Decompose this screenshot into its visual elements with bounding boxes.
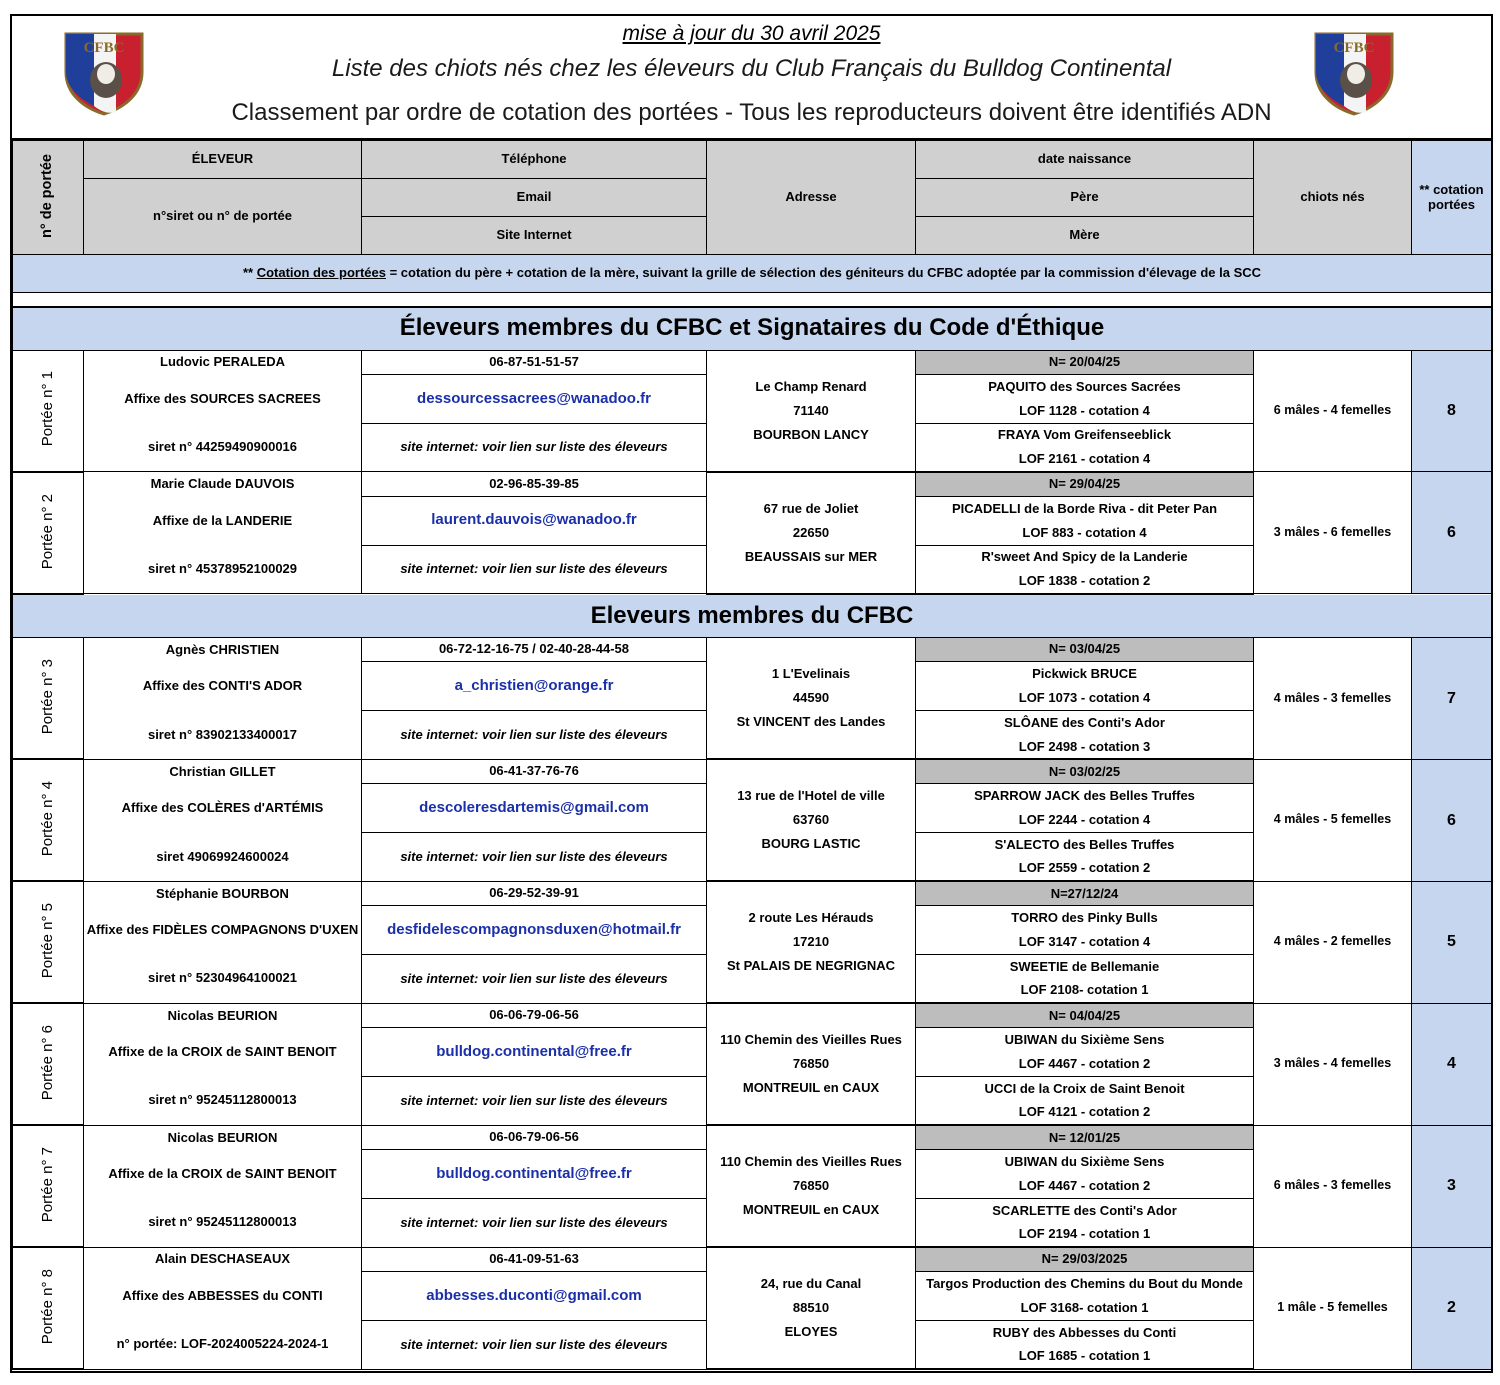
birth-date: N= 04/04/25 bbox=[916, 1003, 1254, 1027]
birth-date: N= 29/03/2025 bbox=[916, 1247, 1254, 1271]
mother-name: SLÔANE des Conti's Ador bbox=[916, 711, 1254, 735]
update-date: mise à jour du 30 avril 2025 bbox=[622, 22, 881, 45]
breeder-name: Nicolas BEURION bbox=[84, 1125, 362, 1149]
litter-rating: 5 bbox=[1412, 881, 1492, 1003]
address-line: St PALAIS DE NEGRIGNAC bbox=[726, 958, 896, 974]
address-line: BOURG LASTIC bbox=[761, 836, 861, 852]
breeder-phone[interactable]: 02-96-85-39-85 bbox=[362, 472, 707, 496]
document-title: Liste des chiots nés chez les éleveurs du Club Français du Bulldog Continental bbox=[331, 55, 1172, 82]
mother-name: SCARLETTE des Conti's Ador bbox=[916, 1198, 1254, 1222]
rating-note: ** Cotation des portées = cotation du père + cotation de la mère, suivant la grille de sélection des géniteurs du CFBC adoptée par la commission d'élevage de la SCC bbox=[13, 255, 1492, 293]
father-lof: LOF 4467 - cotation 2 bbox=[916, 1174, 1254, 1198]
breeder-siret: n° portée: LOF-2024005224-2024-1 bbox=[84, 1320, 362, 1369]
breeder-siret: siret n° 95245112800013 bbox=[84, 1198, 362, 1247]
header-num: n° de portée bbox=[13, 141, 84, 255]
breeder-name: Ludovic PERALEDA bbox=[84, 350, 362, 374]
father-name: PICADELLI de la Borde Riva - dit Peter Pan bbox=[916, 496, 1254, 520]
breeder-affix: Affixe de la CROIX de SAINT BENOIT bbox=[84, 1150, 362, 1199]
breeder-site[interactable]: site internet: voir lien sur liste des éleveurs bbox=[362, 1076, 707, 1125]
section-title: Éleveurs membres du CFBC et Signataires du Code d'Éthique bbox=[13, 307, 1492, 351]
mother-name: R'sweet And Spicy de la Landerie bbox=[916, 545, 1254, 569]
breeder-affix: Affixe des CONTI'S ADOR bbox=[84, 662, 362, 711]
puppies-born: 1 mâle - 5 femelles bbox=[1254, 1247, 1412, 1369]
address-line: 22650 bbox=[792, 524, 830, 540]
address-line: MONTREUIL en CAUX bbox=[742, 1202, 880, 1218]
address-line: St VINCENT des Landes bbox=[736, 714, 886, 730]
mother-name: UCCI de la Croix de Saint Benoit bbox=[916, 1076, 1254, 1100]
litter-rating: 4 bbox=[1412, 1003, 1492, 1125]
header-phone: Téléphone bbox=[362, 141, 707, 179]
breeder-phone[interactable]: 06-41-09-51-63 bbox=[362, 1247, 707, 1271]
document bbox=[10, 14, 1493, 1373]
litter-number: Portée n° 7 bbox=[13, 1125, 84, 1247]
header-email: Email bbox=[362, 179, 707, 217]
father-name: UBIWAN du Sixième Sens bbox=[916, 1150, 1254, 1174]
header-address: Adresse bbox=[707, 141, 916, 255]
header-site: Site Internet bbox=[362, 217, 707, 255]
breeder-site[interactable]: site internet: voir lien sur liste des éleveurs bbox=[362, 833, 707, 882]
breeder-address bbox=[707, 472, 916, 594]
breeder-name: Alain DESCHASEAUX bbox=[84, 1247, 362, 1271]
mother-lof: LOF 2108- cotation 1 bbox=[916, 979, 1254, 1003]
breeder-address bbox=[707, 350, 916, 472]
address-line: 1 L'Evelinais bbox=[771, 666, 851, 682]
father-name: Targos Production des Chemins du Bout du Monde bbox=[916, 1272, 1254, 1296]
address-line: 76850 bbox=[792, 1178, 830, 1194]
breeder-email[interactable]: bulldog.continental@free.fr bbox=[362, 1028, 707, 1077]
address-line: BOURBON LANCY bbox=[753, 426, 869, 442]
litter-number: Portée n° 6 bbox=[13, 1003, 84, 1125]
breeder-siret: siret n° 52304964100021 bbox=[84, 954, 362, 1003]
breeder-name: Nicolas BEURION bbox=[84, 1003, 362, 1027]
litter-number: Portée n° 5 bbox=[13, 881, 84, 1003]
rating-note-term: Cotation des portées bbox=[256, 265, 386, 281]
address-line: ELOYES bbox=[784, 1324, 838, 1340]
address-line: MONTREUIL en CAUX bbox=[742, 1080, 880, 1096]
breeder-affix: Affixe des ABBESSES du CONTI bbox=[84, 1272, 362, 1321]
litter-rating: 7 bbox=[1412, 637, 1492, 759]
puppies-born: 4 mâles - 5 femelles bbox=[1254, 759, 1412, 881]
breeder-name: Marie Claude DAUVOIS bbox=[84, 472, 362, 496]
address-line: 76850 bbox=[792, 1056, 830, 1072]
breeder-name: Stéphanie BOURBON bbox=[84, 881, 362, 905]
address-line: 110 Chemin des Vieilles Rues bbox=[720, 1154, 902, 1170]
puppies-born: 4 mâles - 3 femelles bbox=[1254, 637, 1412, 759]
breeder-siret: siret 49069924600024 bbox=[84, 833, 362, 882]
puppies-born: 3 mâles - 4 femelles bbox=[1254, 1003, 1412, 1125]
breeder-phone[interactable]: 06-87-51-51-57 bbox=[362, 350, 707, 374]
mother-lof: LOF 2559 - cotation 2 bbox=[916, 857, 1254, 881]
birth-date: N= 29/04/25 bbox=[916, 472, 1254, 496]
birth-date: N=27/12/24 bbox=[916, 881, 1254, 905]
spacer bbox=[13, 293, 1492, 307]
breeder-email[interactable]: descoleresdartemis@gmail.com bbox=[362, 784, 707, 833]
address-line: Le Champ Renard bbox=[755, 378, 867, 394]
breeder-site[interactable]: site internet: voir lien sur liste des éleveurs bbox=[362, 423, 707, 472]
header-breeder: ÉLEVEUR bbox=[84, 141, 362, 179]
birth-date: N= 12/01/25 bbox=[916, 1125, 1254, 1149]
father-lof: LOF 4467 - cotation 2 bbox=[916, 1052, 1254, 1076]
father-lof: LOF 1128 - cotation 4 bbox=[916, 399, 1254, 423]
litter-rating: 6 bbox=[1412, 472, 1492, 594]
table-row bbox=[13, 1125, 1492, 1149]
mother-lof: LOF 2498 - cotation 3 bbox=[916, 735, 1254, 759]
father-lof: LOF 3168- cotation 1 bbox=[916, 1296, 1254, 1320]
breeder-phone[interactable]: 06-06-79-06-56 bbox=[362, 1125, 707, 1149]
svg-text:CFBC: CFBC bbox=[83, 40, 125, 56]
table-row bbox=[13, 759, 1492, 783]
breeder-address bbox=[707, 759, 916, 881]
litter-rating: 2 bbox=[1412, 1247, 1492, 1369]
breeder-address bbox=[707, 1247, 916, 1369]
litter-rating: 8 bbox=[1412, 350, 1492, 472]
puppies-born: 6 mâles - 4 femelles bbox=[1254, 350, 1412, 472]
breeder-affix: Affixe de la LANDERIE bbox=[84, 496, 362, 545]
father-name: PAQUITO des Sources Sacrées bbox=[916, 374, 1254, 398]
breeder-affix: Affixe de la CROIX de SAINT BENOIT bbox=[84, 1028, 362, 1077]
father-name: UBIWAN du Sixième Sens bbox=[916, 1028, 1254, 1052]
breeder-affix: Affixe des FIDÈLES COMPAGNONS D'UXEN bbox=[84, 906, 362, 955]
birth-date: N= 20/04/25 bbox=[916, 350, 1254, 374]
breeder-phone[interactable]: 06-29-52-39-91 bbox=[362, 881, 707, 905]
mother-lof: LOF 4121 - cotation 2 bbox=[916, 1101, 1254, 1125]
breeder-email[interactable]: desfidelescompagnonsduxen@hotmail.fr bbox=[362, 906, 707, 955]
breeder-siret: siret n° 44259490900016 bbox=[84, 423, 362, 472]
breeder-address bbox=[707, 637, 916, 759]
father-lof: LOF 1073 - cotation 4 bbox=[916, 686, 1254, 710]
svg-text:CFBC: CFBC bbox=[1333, 40, 1375, 56]
breeder-email[interactable]: bulldog.continental@free.fr bbox=[362, 1150, 707, 1199]
mother-lof: LOF 1838 - cotation 2 bbox=[916, 570, 1254, 594]
breeder-address bbox=[707, 1003, 916, 1125]
breeder-affix: Affixe des COLÈRES d'ARTÉMIS bbox=[84, 784, 362, 833]
address-line: 2 route Les Hérauds bbox=[748, 910, 874, 926]
header-birth: date naissance bbox=[916, 141, 1254, 179]
mother-lof: LOF 1685 - cotation 1 bbox=[916, 1345, 1254, 1369]
breeder-site[interactable]: site internet: voir lien sur liste des éleveurs bbox=[362, 1198, 707, 1247]
litter-number: Portée n° 2 bbox=[13, 472, 84, 594]
litter-number: Portée n° 3 bbox=[13, 637, 84, 759]
table-row bbox=[13, 472, 1492, 496]
breeder-affix: Affixe des SOURCES SACREES bbox=[84, 374, 362, 423]
puppies-born: 4 mâles - 2 femelles bbox=[1254, 881, 1412, 1003]
table-row bbox=[13, 637, 1492, 661]
litters-table bbox=[12, 140, 1492, 1370]
table-row bbox=[13, 881, 1492, 905]
document-header bbox=[12, 16, 1491, 140]
table-row bbox=[13, 1247, 1492, 1271]
mother-lof: LOF 2194 - cotation 1 bbox=[916, 1223, 1254, 1247]
breeder-site[interactable]: site internet: voir lien sur liste des éleveurs bbox=[362, 711, 707, 760]
birth-date: N= 03/04/25 bbox=[916, 637, 1254, 661]
header-puppies: chiots nés bbox=[1254, 141, 1412, 255]
father-name: SPARROW JACK des Belles Truffes bbox=[916, 784, 1254, 808]
father-name: TORRO des Pinky Bulls bbox=[916, 906, 1254, 930]
address-line: 13 rue de l'Hotel de ville bbox=[737, 788, 885, 804]
breeder-email[interactable]: abbesses.duconti@gmail.com bbox=[362, 1272, 707, 1321]
address-line: 44590 bbox=[792, 690, 830, 706]
header-father: Père bbox=[916, 179, 1254, 217]
breeder-name: Agnès CHRISTIEN bbox=[84, 637, 362, 661]
address-line: BEAUSSAIS sur MER bbox=[744, 548, 878, 564]
breeder-email[interactable]: a_christien@orange.fr bbox=[362, 662, 707, 711]
breeder-siret: siret n° 83902133400017 bbox=[84, 711, 362, 760]
breeder-email[interactable]: dessourcessacrees@wanadoo.fr bbox=[362, 374, 707, 423]
address-line: 17210 bbox=[792, 934, 830, 950]
breeder-site[interactable]: site internet: voir lien sur liste des éleveurs bbox=[362, 954, 707, 1003]
header-rating: ** cotation portées bbox=[1412, 141, 1492, 255]
address-line: 67 rue de Joliet bbox=[763, 500, 859, 516]
puppies-born: 6 mâles - 3 femelles bbox=[1254, 1125, 1412, 1247]
litter-number: Portée n° 4 bbox=[13, 759, 84, 881]
address-line: 24, rue du Canal bbox=[760, 1276, 862, 1292]
breeder-email[interactable]: laurent.dauvois@wanadoo.fr bbox=[362, 496, 707, 545]
father-lof: LOF 3147 - cotation 4 bbox=[916, 930, 1254, 954]
breeder-phone[interactable]: 06-41-37-76-76 bbox=[362, 759, 707, 783]
document-subtitle: Classement par ordre de cotation des portées - Tous les reproducteurs doivent être identifiés ADN bbox=[231, 99, 1272, 126]
breeder-phone[interactable]: 06-06-79-06-56 bbox=[362, 1003, 707, 1027]
breeder-siret: siret n° 95245112800013 bbox=[84, 1076, 362, 1125]
header-mother: Mère bbox=[916, 217, 1254, 255]
mother-name: S'ALECTO des Belles Truffes bbox=[916, 833, 1254, 857]
mother-name: SWEETIE de Bellemanie bbox=[916, 954, 1254, 978]
address-line: 71140 bbox=[793, 402, 829, 418]
address-line: 88510 bbox=[792, 1300, 830, 1316]
litter-number: Portée n° 8 bbox=[13, 1247, 84, 1369]
breeder-site[interactable]: site internet: voir lien sur liste des éleveurs bbox=[362, 545, 707, 594]
mother-name: RUBY des Abbesses du Conti bbox=[916, 1320, 1254, 1344]
table-row bbox=[13, 1003, 1492, 1027]
mother-lof: LOF 2161 - cotation 4 bbox=[916, 448, 1254, 472]
section-title: Eleveurs membres du CFBC bbox=[13, 594, 1492, 638]
father-name: Pickwick BRUCE bbox=[916, 662, 1254, 686]
address-line: 63760 bbox=[792, 812, 830, 828]
litter-number: Portée n° 1 bbox=[13, 350, 84, 472]
birth-date: N= 03/02/25 bbox=[916, 759, 1254, 783]
breeder-name: Christian GILLET bbox=[84, 759, 362, 783]
father-lof: LOF 2244 - cotation 4 bbox=[916, 808, 1254, 832]
breeder-address bbox=[707, 1125, 916, 1247]
mother-name: FRAYA Vom Greifenseeblick bbox=[916, 423, 1254, 447]
breeder-address bbox=[707, 881, 916, 1003]
breeder-siret: siret n° 45378952100029 bbox=[84, 545, 362, 594]
breeder-phone[interactable]: 06-72-12-16-75 / 02-40-28-44-58 bbox=[362, 637, 707, 661]
litter-rating: 6 bbox=[1412, 759, 1492, 881]
puppies-born: 3 mâles - 6 femelles bbox=[1254, 472, 1412, 594]
address-line: 110 Chemin des Vieilles Rues bbox=[720, 1032, 902, 1048]
breeder-site[interactable]: site internet: voir lien sur liste des éleveurs bbox=[362, 1320, 707, 1369]
header-siret: n°siret ou n° de portée bbox=[84, 179, 362, 255]
father-lof: LOF 883 - cotation 4 bbox=[916, 521, 1254, 545]
litter-rating: 3 bbox=[1412, 1125, 1492, 1247]
table-row bbox=[13, 350, 1492, 374]
